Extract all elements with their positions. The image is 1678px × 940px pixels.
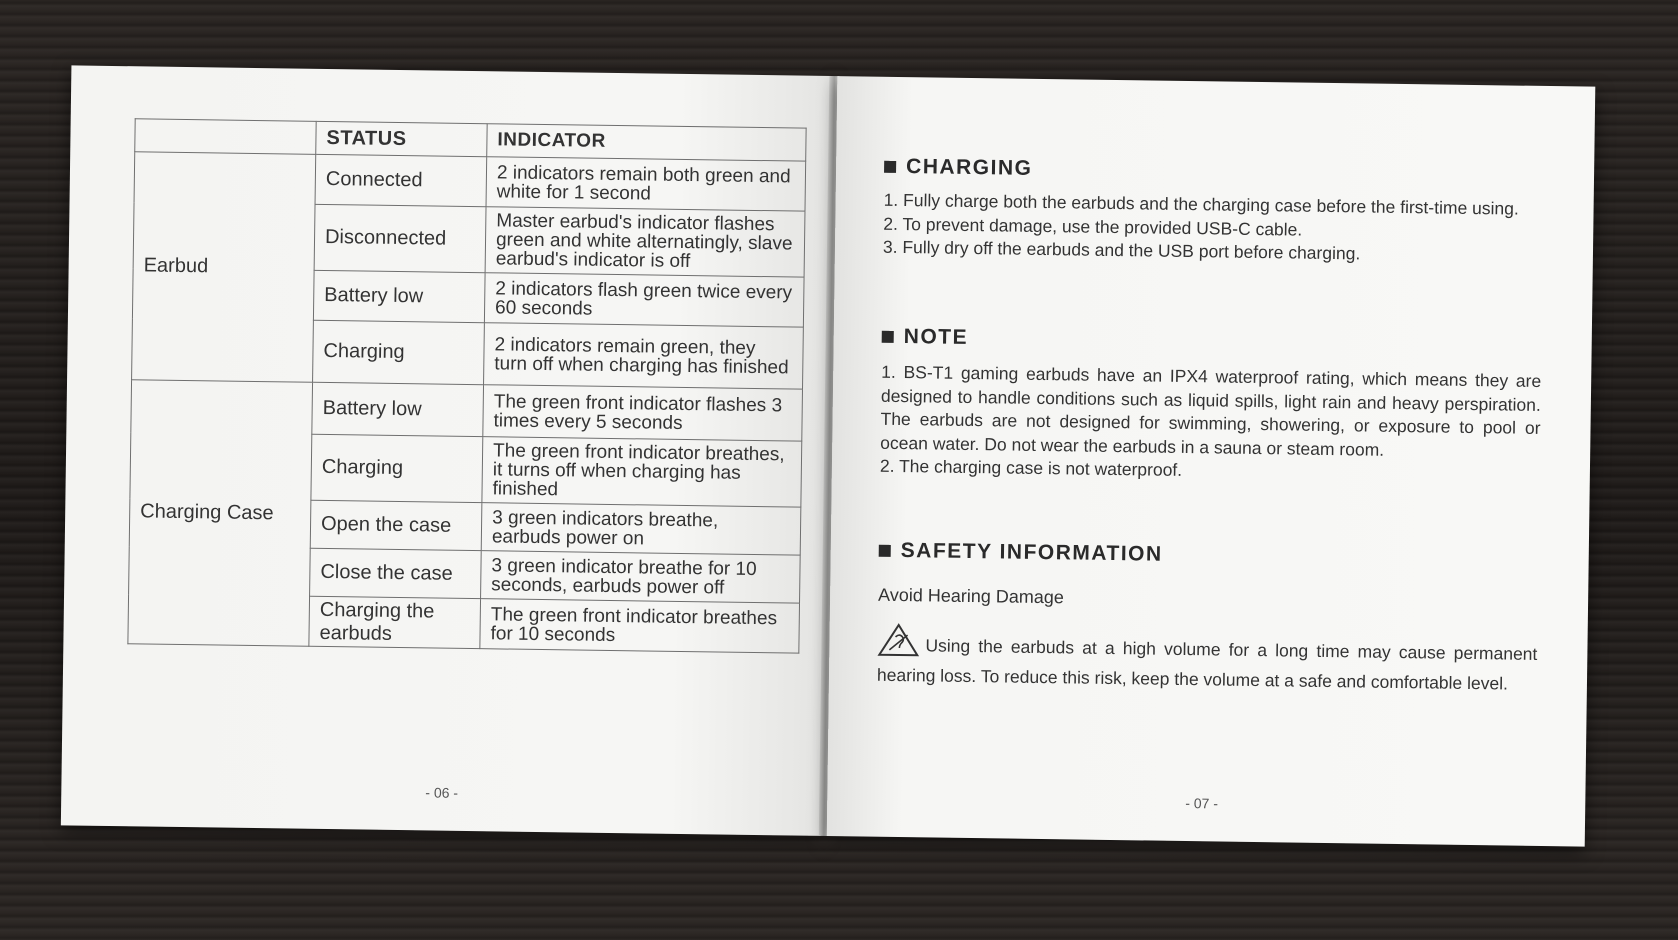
note-item-1: 1. BS-T1 gaming earbuds have an IPX4 waterproof rating, which means they are designed to handle conditions such as liquid spills, light rain and heavy perspiration. The earbuds are not designed for swimming, showering, or exposure to pool or ocean water. Do not wear the earbuds in a sauna or steam room.: [880, 361, 1542, 460]
page-number-06: - 06 -: [425, 784, 459, 801]
indicator-status-table: [127, 118, 806, 653]
status-cell: Close the case: [310, 548, 482, 598]
indicator-cell: 3 green indicators breathe, earbuds power on: [481, 503, 801, 555]
table-header-indicator: INDICATOR: [487, 124, 806, 161]
charging-item-1: 1. Fully charge both the earbuds and the charging case before the first-time using.: [883, 189, 1519, 219]
status-cell: Charging the earbuds: [309, 596, 481, 648]
indicator-cell: 3 green indicator breathe for 10 seconds, earbuds power off: [481, 551, 801, 603]
status-cell: Charging: [313, 320, 485, 384]
note-heading-text: NOTE: [903, 325, 969, 349]
page-07: [827, 76, 1596, 847]
charging-heading: [884, 155, 1033, 181]
indicator-cell: 2 indicators flash green twice every 60 seconds: [484, 273, 804, 327]
square-bullet-icon: [882, 331, 894, 343]
status-cell: Charging: [311, 434, 483, 502]
indicator-cell: The green front indicator flashes 3 times every 5 seconds: [483, 385, 803, 441]
avoid-hearing-damage-subheading: Avoid Hearing Damage: [877, 584, 1065, 608]
safety-heading-text: SAFETY INFORMATION: [900, 539, 1163, 566]
table-row: [134, 152, 806, 211]
indicator-cell: The green front indicator breathes, it turns off when charging has finished: [482, 437, 802, 507]
indicator-cell: Master earbud's indicator flashes green and white alternatingly, slave earbud's indicator is off: [485, 207, 805, 277]
indicator-cell: 2 indicators remain green, they turn off when charging has finished: [484, 323, 804, 389]
charging-instructions: [883, 189, 1544, 269]
table-row: [131, 380, 803, 441]
note-heading: [882, 325, 969, 350]
indicator-cell: 2 indicators remain both green and white for 1 second: [486, 157, 806, 211]
square-bullet-icon: [884, 161, 896, 173]
table-header-status: STATUS: [316, 121, 487, 156]
status-cell: Disconnected: [314, 204, 486, 272]
category-earbud: Earbud: [132, 152, 316, 383]
charging-heading-text: CHARGING: [905, 155, 1033, 180]
charging-item-3: 3. Fully dry off the earbuds and the USB port before charging.: [882, 236, 1361, 264]
category-charging-case: Charging Case: [128, 380, 313, 647]
note-item-2: 2. The charging case is not waterproof.: [879, 455, 1183, 480]
note-text: [880, 361, 1542, 488]
hearing-warning-text: Using the earbuds at a high volume for a long time may cause permanent hearing loss. To reduce this risk, keep the volume at a safe and comfortable level.: [876, 635, 1538, 694]
charging-item-2: 2. To prevent damage, use the provided USB-C cable.: [883, 213, 1303, 240]
open-booklet: [61, 65, 1596, 856]
safety-heading: [879, 539, 1163, 567]
page-06: [61, 65, 832, 836]
indicator-cell: The green front indicator breathes for 10 seconds: [480, 599, 800, 653]
status-cell: Battery low: [312, 382, 484, 436]
table-header-blank: [135, 119, 316, 155]
square-bullet-icon: [879, 545, 891, 557]
hearing-warning-icon: [877, 623, 920, 664]
status-cell: Connected: [315, 154, 487, 206]
page-number-07: - 07 -: [1185, 795, 1219, 812]
hearing-warning-paragraph: [877, 623, 1538, 696]
status-cell: Battery low: [313, 270, 485, 322]
status-cell: Open the case: [310, 500, 482, 550]
